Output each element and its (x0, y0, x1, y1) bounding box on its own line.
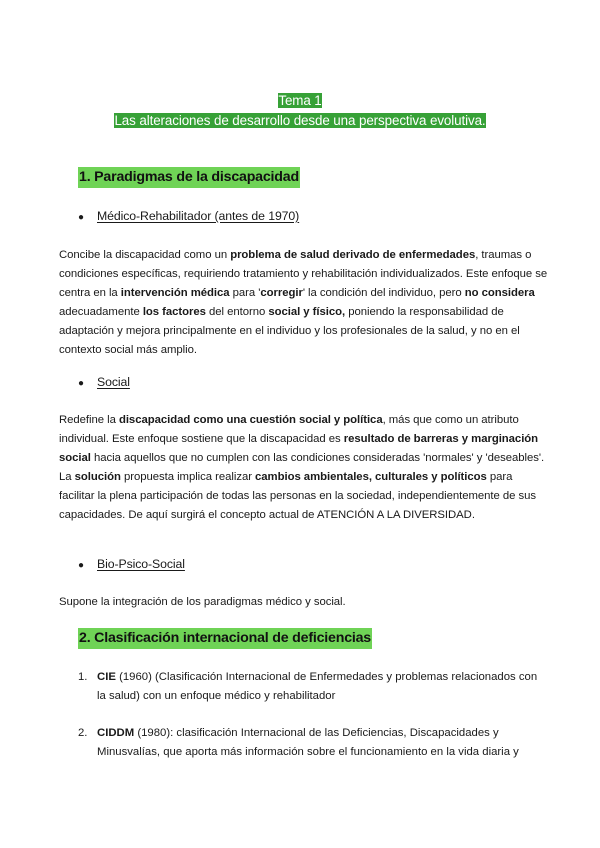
bullet-dot-icon: ● (78, 560, 84, 571)
list-text: CIE (1960) (Clasificación Internacional de Enfermedades y problemas relacionados con la salud) con un enfoque médico y rehabilitador (97, 671, 538, 702)
tema-label: Tema 1 (278, 93, 322, 108)
bullet-dot-icon: ● (78, 212, 84, 223)
bullet-medico-rehabilitador (78, 209, 299, 223)
paragraph-social: Redefine la discapacidad como una cuestión social y política, más que como un atributo individual. Este enfoque sostiene que la discapacidad es resultado de barreras y marginación social hacia aquellos que no cumplen con las condiciones consideradas 'normales' y 'deseables'. La solución propuesta implica realizar cambios ambientales, culturales y políticos para facilitar la plena participación de todas las personas en la sociedad, independientemente de sus capacidades. De aquí surgirá el concepto actual de ATENCIÓN A LA DIVERSIDAD. (59, 414, 545, 521)
list-item-ciddm (78, 724, 548, 762)
list-text: CIDDM (1980): clasificación Internacional de las Deficiencias, Discapacidades y Minusvalías, que aporta más información sobre el funcionamiento en la vida diaria y (97, 727, 519, 758)
bullet-dot-icon: ● (78, 378, 84, 389)
section-2-heading: 2. Clasificación internacional de deficiencias (78, 630, 372, 646)
document-title (0, 91, 600, 131)
bullet-bio-psico-social (78, 557, 185, 571)
bullet-label: Bio-Psico-Social (97, 557, 185, 571)
bullet-social (78, 375, 130, 389)
paragraph-medico: Concibe la discapacidad como un problema de salud derivado de enfermedades, traumas o condiciones específicas, requiriendo tratamiento y rehabilitación individualizados. Este enfoque se centra en la intervención médica para 'corregir' la condición del individuo, pero no considera adecuadamente los factores del entorno social y físico, poniendo la responsabilidad de adaptación y mejora principalmente en el individuo y los profesionales de la salud, y no en el contexto social más amplio. (59, 249, 548, 356)
title-subtitle: Las alteraciones de desarrollo desde una perspectiva evolutiva. (114, 113, 486, 128)
list-item-cie (78, 668, 548, 706)
section-1-heading: 1. Paradigmas de la discapacidad (78, 169, 300, 185)
list-number: 2. (78, 727, 88, 739)
bullet-label: Social (97, 375, 130, 389)
paragraph-bio-psico-social: Supone la integración de los paradigmas médico y social. (59, 596, 346, 608)
list-number: 1. (78, 671, 88, 683)
bullet-label: Médico-Rehabilitador (antes de 1970) (97, 209, 300, 223)
